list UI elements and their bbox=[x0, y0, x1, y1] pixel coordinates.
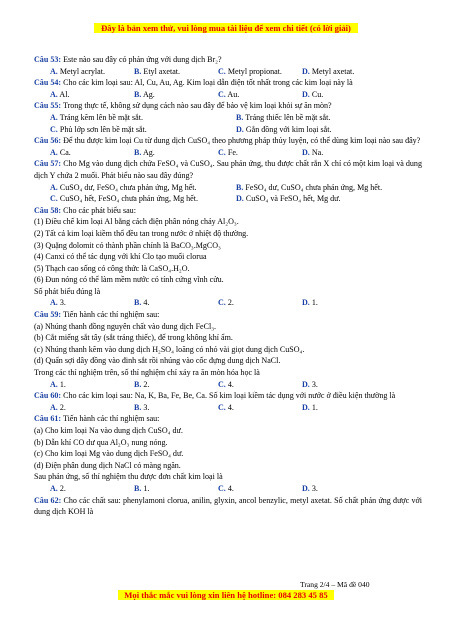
option-text: Fe. bbox=[227, 147, 238, 157]
option-text: Metyl acrylat. bbox=[59, 66, 105, 76]
option-text: CuSO₄ hết, FeSO₄ chưa phản ứng, Mg hết. bbox=[59, 194, 199, 204]
option-text: Phủ lớp sơn lên bề mặt sắt. bbox=[59, 124, 147, 134]
option-text: 4. bbox=[143, 298, 150, 308]
statement-line: (a) Cho kim loại Na vào dung dịch CuSO₄ dư. bbox=[34, 426, 183, 435]
answer-option bbox=[302, 89, 386, 101]
answer-option bbox=[218, 379, 302, 391]
question-text: Este nào sau đây có phản ứng với dung dịch Br₂? bbox=[63, 55, 222, 64]
option-text: Tráng thiếc lên bề mặt sắt. bbox=[245, 112, 331, 122]
option-letter: B. bbox=[134, 66, 142, 76]
question-number: Câu 59: bbox=[34, 310, 62, 320]
answer-option bbox=[302, 402, 386, 414]
question-number: Câu 62: bbox=[34, 495, 62, 505]
statement-line: Trong các thí nghiệm trên, số thí nghiệm chỉ xảy ra ăn mòn hóa học là bbox=[34, 368, 260, 378]
answer-option bbox=[302, 297, 386, 309]
answer-option bbox=[50, 379, 134, 391]
answer-option bbox=[218, 66, 302, 78]
option-letter: D. bbox=[302, 483, 310, 493]
answer-option bbox=[50, 147, 134, 159]
question-text: Tiến hành các thí nghiệm sau: bbox=[62, 310, 160, 320]
answer-option bbox=[236, 124, 422, 136]
option-letter: A. bbox=[50, 483, 58, 493]
option-letter: B. bbox=[134, 483, 142, 493]
option-letter: C. bbox=[218, 298, 226, 308]
option-text: Ag. bbox=[142, 147, 155, 157]
option-letter: B. bbox=[134, 147, 142, 157]
answer-row bbox=[34, 66, 422, 78]
option-text: 1. bbox=[311, 402, 318, 412]
answer-option bbox=[50, 112, 236, 124]
option-letter: A. bbox=[50, 298, 58, 308]
option-text: FeSO₄ dư, CuSO₄ chưa phản ứng, Mg hết. bbox=[245, 182, 383, 192]
option-text: Na. bbox=[311, 147, 324, 157]
option-letter: D. bbox=[302, 402, 310, 412]
answer-option bbox=[50, 66, 134, 78]
option-text: Metyl axetat. bbox=[311, 66, 355, 76]
answer-option bbox=[218, 89, 302, 101]
answer-row bbox=[34, 379, 422, 391]
statement-line: (b) Dẫn khí CO dư qua Al₂O₃ nung nóng. bbox=[34, 437, 168, 447]
answer-row bbox=[34, 112, 422, 124]
statement-line: (c) Nhúng thanh kẽm vào dung dịch H₂SO₄ loãng có nhỏ vài giọt dung dịch CuSO₄. bbox=[34, 344, 305, 354]
option-text: Al. bbox=[59, 89, 70, 99]
option-letter: B. bbox=[236, 182, 244, 192]
preview-banner: Đây là bản xem thử, vui lòng mua tài liệu để xem chi tiết (có lời giải) bbox=[94, 23, 358, 33]
statement-line: (d) Điện phân dung dịch NaCl có màng ngăn. bbox=[34, 460, 181, 470]
statement-line: (6) Đun nóng có thể làm mềm nước có tính cứng vĩnh cửu. bbox=[34, 275, 224, 285]
option-text: 3. bbox=[311, 483, 318, 493]
option-letter: D. bbox=[236, 194, 244, 204]
option-text: 2. bbox=[143, 379, 150, 389]
question-number: Câu 55: bbox=[34, 101, 62, 111]
question-number: Câu 57: bbox=[34, 159, 62, 169]
option-letter: A. bbox=[50, 182, 58, 192]
statement-line: (b) Cắt miếng sắt tây (sắt tráng thiếc), để trong không khí ẩm. bbox=[34, 333, 233, 343]
answer-option bbox=[302, 66, 386, 78]
option-text: Cu. bbox=[311, 89, 324, 99]
option-letter: C. bbox=[218, 89, 226, 99]
option-text: 4. bbox=[227, 379, 234, 389]
question-number: Câu 56: bbox=[34, 136, 62, 146]
option-text: Ag. bbox=[142, 89, 155, 99]
answer-option bbox=[218, 297, 302, 309]
answer-option bbox=[50, 89, 134, 101]
answer-row bbox=[34, 483, 422, 495]
question-text: Cho các kim loại sau: Na, K, Ba, Fe, Be, Ca. Số kim loại kiềm tác dụng với nước ở điều kiện thường là bbox=[63, 391, 396, 401]
answer-option bbox=[50, 182, 236, 194]
question bbox=[34, 100, 422, 112]
option-text: 1. bbox=[59, 379, 66, 389]
option-text: 1. bbox=[143, 483, 150, 493]
option-letter: D. bbox=[302, 66, 310, 76]
answer-option bbox=[134, 89, 218, 101]
option-letter: B. bbox=[134, 298, 142, 308]
question bbox=[34, 54, 422, 66]
option-letter: D. bbox=[302, 379, 310, 389]
statement-line: (a) Nhúng thanh đồng nguyên chất vào dung dịch FeCl₃. bbox=[34, 321, 217, 331]
answer-option bbox=[236, 112, 422, 124]
answer-option bbox=[302, 147, 386, 159]
answer-option bbox=[134, 66, 218, 78]
question bbox=[34, 205, 422, 217]
question-number: Câu 60: bbox=[34, 391, 62, 401]
answer-row bbox=[34, 89, 422, 101]
question-number: Câu 54: bbox=[34, 78, 62, 88]
statement-line: (c) Cho kim loại Mg vào dung dịch FeSO₄ dư. bbox=[34, 449, 184, 459]
option-letter: A. bbox=[50, 147, 58, 157]
option-text: CuSO₄ dư, FeSO₄ chưa phản ứng, Mg hết. bbox=[59, 182, 197, 192]
option-letter: C. bbox=[218, 147, 226, 157]
question-text: Tiến hành các thí nghiệm sau: bbox=[62, 414, 160, 424]
answer-option bbox=[236, 193, 422, 205]
question bbox=[34, 413, 422, 425]
question-number: Câu 61: bbox=[34, 414, 62, 424]
answer-option bbox=[134, 147, 218, 159]
answer-option bbox=[302, 379, 386, 391]
option-text: 1. bbox=[311, 298, 318, 308]
question-text: Cho các kim loại sau: Al, Cu, Au, Ag. Kim loại dẫn điện tốt nhất trong các kim loại này là bbox=[63, 78, 353, 88]
answer-option bbox=[134, 483, 218, 495]
question-list bbox=[34, 54, 422, 518]
answer-option bbox=[50, 297, 134, 309]
answer-option bbox=[50, 193, 236, 205]
option-letter: D. bbox=[236, 124, 244, 134]
answer-option bbox=[218, 483, 302, 495]
option-text: Tráng kẽm lên bề mặt sắt. bbox=[59, 112, 143, 122]
answer-option bbox=[218, 147, 302, 159]
option-text: 2. bbox=[59, 483, 66, 493]
hotline-banner: Mọi thắc mắc vui lòng xin liên hệ hotline: 084 283 45 85 bbox=[118, 590, 334, 600]
answer-option bbox=[302, 483, 386, 495]
option-letter: A. bbox=[50, 402, 58, 412]
option-letter: A. bbox=[50, 379, 58, 389]
statement-line: Số phát biểu đúng là bbox=[34, 286, 101, 296]
question-text: Cho Mg vào dung dịch chứa FeSO₄ và CuSO₄. Sau phản ứng, thu được chất rắn X chỉ có một kim loại và dung dịch Y chứa 2 muối. Phát biểu nào sau đây đúng? bbox=[34, 159, 422, 180]
question bbox=[34, 309, 422, 321]
statement-line: (4) Canxi có thể tác dụng với khí Clo tạo muối clorua bbox=[34, 252, 207, 262]
answer-row bbox=[34, 182, 422, 194]
question bbox=[34, 390, 422, 402]
option-letter: C. bbox=[218, 66, 226, 76]
statement-line: (1) Điều chế kim loại Al bằng cách điện phân nóng chảy Al₂O₃. bbox=[34, 217, 239, 227]
statement-line: (5) Thạch cao sống có công thức là CaSO₄.H₂O. bbox=[34, 263, 190, 273]
option-text: CuSO₄ và FeSO₄ hết, Mg dư. bbox=[245, 194, 341, 204]
option-text: 3. bbox=[143, 402, 150, 412]
question bbox=[34, 495, 422, 518]
option-text: Etyl axetat. bbox=[143, 66, 181, 76]
statement-line: (3) Quặng đolomit có thành phần chính là BaCO₃.MgCO₃ bbox=[34, 240, 221, 250]
option-letter: D. bbox=[302, 89, 310, 99]
option-letter: B. bbox=[134, 379, 142, 389]
statement-line: Sau phản ứng, số thí nghiệm thu được đơn chất kim loại là bbox=[34, 472, 223, 482]
question-text: Cho các phát biểu sau: bbox=[63, 205, 136, 215]
answer-option bbox=[236, 182, 422, 194]
answer-option bbox=[218, 402, 302, 414]
option-letter: C. bbox=[218, 379, 226, 389]
option-letter: C. bbox=[50, 194, 58, 204]
option-text: 4. bbox=[227, 402, 234, 412]
answer-row bbox=[34, 193, 422, 205]
option-text: 3. bbox=[311, 379, 318, 389]
statement-line: (2) Tất cả kim loại kiềm thổ đều tan trong nước ở nhiệt độ thường. bbox=[34, 228, 249, 238]
answer-row bbox=[34, 124, 422, 136]
answer-row bbox=[34, 402, 422, 414]
option-text: Metyl propionat. bbox=[227, 66, 282, 76]
answer-option bbox=[50, 402, 134, 414]
page-footer: Trang 2/4 – Mã đề 040 bbox=[300, 580, 370, 589]
question-number: Câu 53: bbox=[34, 55, 62, 64]
option-text: Au. bbox=[227, 89, 240, 99]
answer-option bbox=[134, 297, 218, 309]
option-letter: A. bbox=[50, 66, 58, 76]
question-number: Câu 58: bbox=[34, 205, 62, 215]
option-letter: B. bbox=[134, 89, 142, 99]
question-text: Cho các chất sau: phenylamoni clorua, anilin, glyxin, ancol benzylic, metyl axetat. Số chất phản ứng được với dung dịch KOH là bbox=[34, 495, 423, 517]
question bbox=[34, 77, 422, 89]
option-text: 2. bbox=[227, 298, 234, 308]
option-letter: D. bbox=[302, 147, 310, 157]
question-text: Để thu được kim loại Cu từ dung dịch CuSO₄ theo phương pháp thủy luyện, có thể dùng kim loại nào sau đây? bbox=[63, 136, 421, 146]
option-text: 4. bbox=[227, 483, 234, 493]
answer-option bbox=[50, 124, 236, 136]
answer-option bbox=[50, 483, 134, 495]
option-letter: C. bbox=[218, 483, 226, 493]
option-text: Gắn đồng với kim loại sắt. bbox=[245, 124, 332, 134]
option-letter: C. bbox=[50, 124, 58, 134]
option-letter: C. bbox=[218, 402, 226, 412]
option-text: 3. bbox=[59, 298, 66, 308]
option-text: 2. bbox=[59, 402, 66, 412]
answer-row bbox=[34, 147, 422, 159]
option-letter: A. bbox=[50, 112, 58, 122]
answer-option bbox=[134, 379, 218, 391]
option-text: Ca. bbox=[59, 147, 71, 157]
option-letter: B. bbox=[134, 402, 142, 412]
statement-line: (d) Quấn sợi dây đồng vào đinh sắt rồi nhúng vào cốc đựng dung dịch NaCl. bbox=[34, 356, 281, 366]
answer-option bbox=[134, 402, 218, 414]
option-letter: A. bbox=[50, 89, 58, 99]
question-text: Trong thực tế, không sử dụng cách nào sau đây để bảo vệ kim loại khỏi sự ăn mòn? bbox=[62, 101, 332, 111]
answer-row bbox=[34, 297, 422, 309]
question bbox=[34, 158, 422, 181]
question bbox=[34, 135, 422, 147]
option-letter: B. bbox=[236, 112, 244, 122]
option-letter: D. bbox=[302, 298, 310, 308]
